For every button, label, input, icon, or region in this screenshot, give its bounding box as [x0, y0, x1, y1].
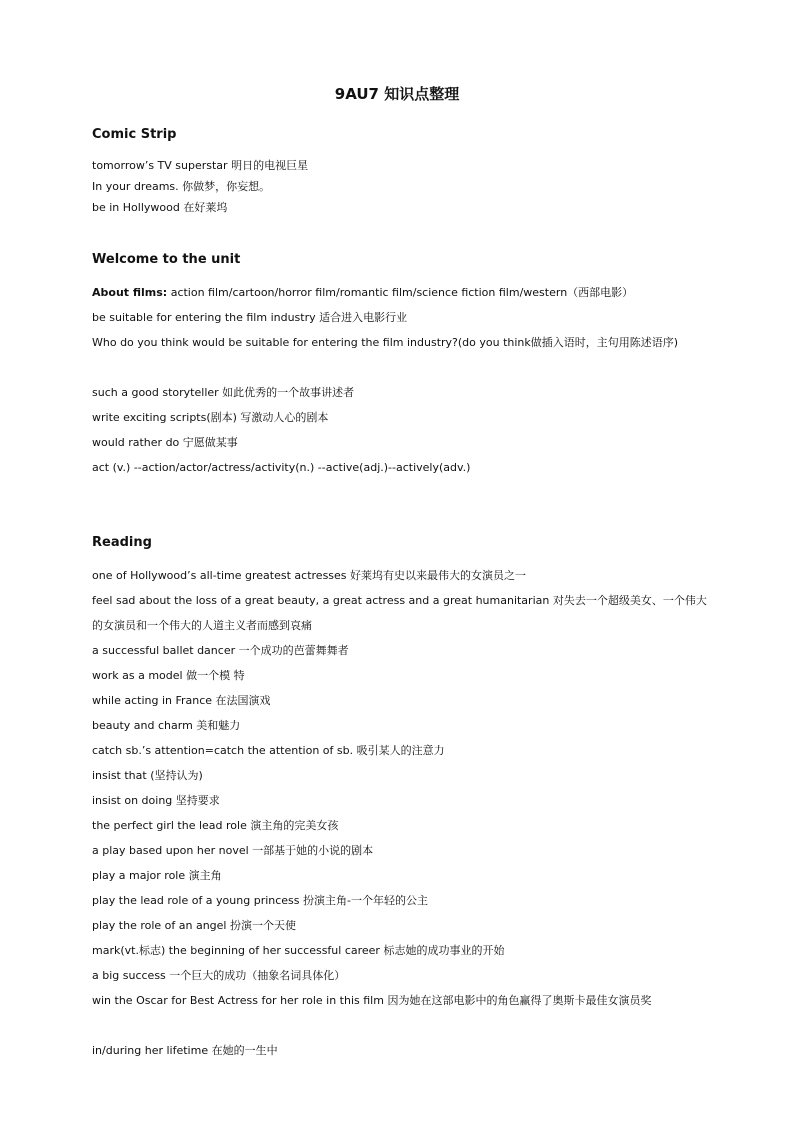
text-line: play the role of an angel 扮演一个天使	[92, 919, 296, 932]
about-films-text: action film/cartoon/horror film/romantic film/science fiction film/western（西部电影）	[167, 286, 634, 299]
text-line: feel sad about the loss of a great beauty, a great actress and a great humanitarian 对失去一个超级美女、一个伟大的女演员和一个伟大的人道主义者而感到哀痛	[92, 594, 707, 632]
text-line: play a major role 演主角	[92, 869, 222, 882]
text-line: beauty and charm 美和魅力	[92, 719, 241, 732]
text-line: tomorrow’s TV superstar 明日的电视巨星	[92, 159, 309, 172]
text-line: In your dreams. 你做梦，你妄想。	[92, 180, 271, 193]
text-line: be suitable for entering the film industry 适合进入电影行业	[92, 311, 408, 324]
text-line: the perfect girl the lead role 演主角的完美女孩	[92, 819, 339, 832]
about-films-line	[92, 280, 707, 305]
text-line: mark(vt.标志) the beginning of her successful career 标志她的成功事业的开始	[92, 944, 505, 957]
text-line: catch sb.’s attention=catch the attention of sb. 吸引某人的注意力	[92, 744, 445, 757]
text-line: would rather do 宁愿做某事	[92, 436, 238, 449]
text-line: such a good storyteller 如此优秀的一个故事讲述者	[92, 386, 355, 399]
text-line: Who do you think would be suitable for entering the film industry?(do you think做插入语时，主句用陈述语序)	[92, 336, 679, 349]
text-line: one of Hollywood’s all-time greatest actresses 好莱坞有史以来最伟大的女演员之一	[92, 569, 527, 582]
about-films-label: About films:	[92, 286, 168, 299]
section-heading-welcome: Welcome to the unit	[92, 252, 241, 267]
text-line: while acting in France 在法国演戏	[92, 694, 271, 707]
text-line: in/during her lifetime 在她的一生中	[92, 1044, 278, 1057]
page-title: 9AU7 知识点整理	[334, 85, 460, 103]
section-heading-reading: Reading	[92, 535, 152, 550]
text-line: a play based upon her novel 一部基于她的小说的剧本	[92, 844, 374, 857]
text-line: play the lead role of a young princess 扮演主角-一个年轻的公主	[92, 894, 428, 907]
text-line: work as a model 做一个模 特	[92, 669, 245, 682]
text-line: act (v.) --action/actor/actress/activity(n.) --active(adj.)--actively(adv.)	[92, 461, 471, 474]
text-line: write exciting scripts(剧本) 写激动人心的剧本	[92, 411, 329, 424]
text-line: insist that (坚持认为)	[92, 769, 203, 782]
text-line: insist on doing 坚持要求	[92, 794, 220, 807]
text-line: a big success 一个巨大的成功（抽象名词具体化）	[92, 969, 346, 982]
text-line: win the Oscar for Best Actress for her role in this film 因为她在这部电影中的角色赢得了奥斯卡最佳女演员奖	[92, 994, 652, 1007]
section-heading-comic-strip: Comic Strip	[92, 127, 177, 142]
text-line: a successful ballet dancer 一个成功的芭蕾舞舞者	[92, 644, 349, 657]
text-line: be in Hollywood 在好莱坞	[92, 201, 228, 214]
